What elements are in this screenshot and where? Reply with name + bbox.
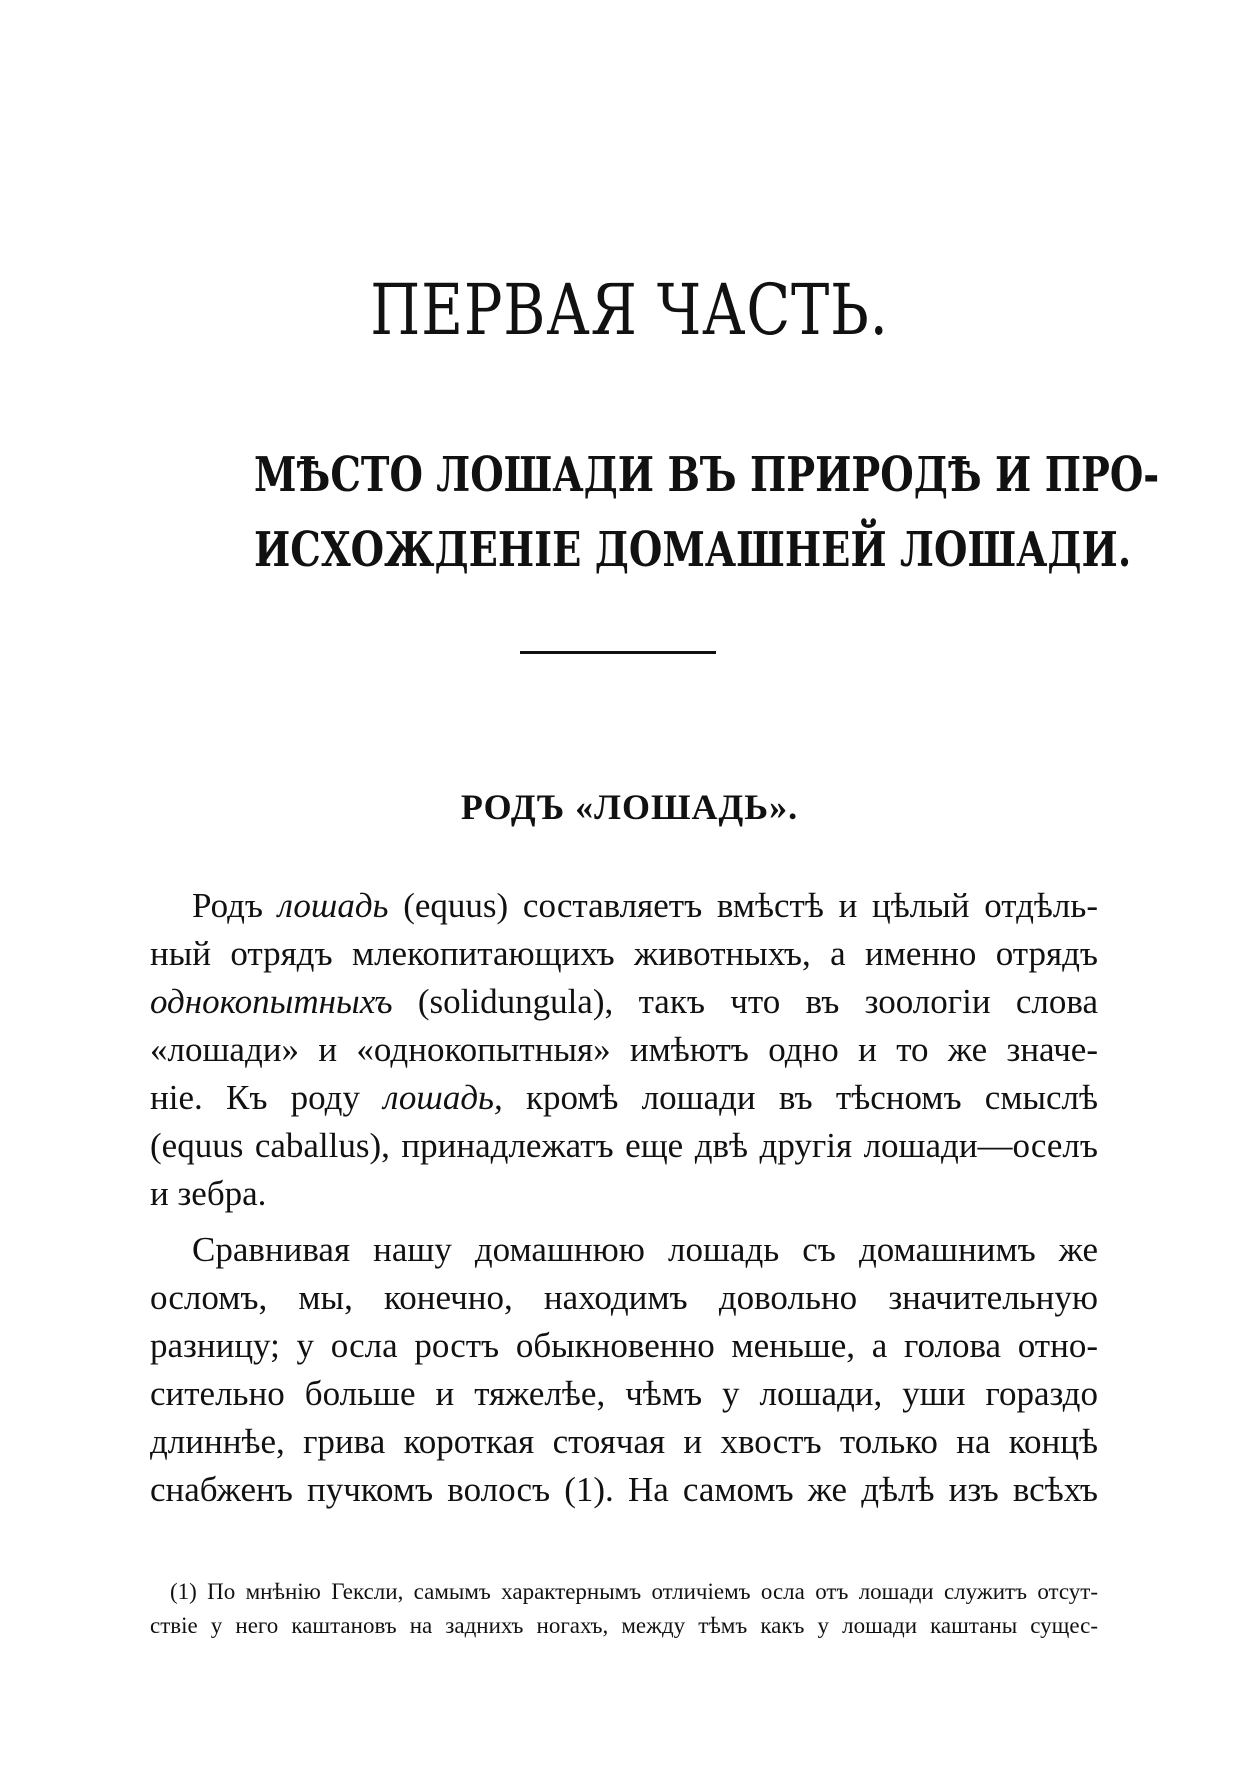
paragraph2-line-2: осломъ, мы, конечно, находимъ довольно значительную	[150, 1278, 1098, 1317]
subtitle-line-2: ИСХОЖДЕНІЕ ДОМАШНЕЙ ЛОШАДИ.	[254, 522, 1132, 578]
paragraph2-line-4: сительно больше и тяжелѣе, чѣмъ у лошади, уши гораздо	[150, 1374, 1098, 1413]
footnote-line-1: (1) По мнѣнію Гексли, самымъ характернымъ отличіемъ осла отъ лошади служитъ отсут-	[170, 1579, 1098, 1604]
subtitle-line-1: МѢСТО ЛОШАДИ ВЪ ПРИРОДѢ И ПРО-	[254, 447, 1160, 503]
paragraph1-line-6: (equus caballus), принадлежатъ еще двѣ другія лошади—оселъ	[150, 1126, 1098, 1165]
paragraph2-line-5: длиннѣе, грива короткая стоячая и хвостъ только на концѣ	[150, 1422, 1098, 1461]
paragraph2-line-6: снабженъ пучкомъ волосъ (1). На самомъ же дѣлѣ изъ всѣхъ	[150, 1470, 1098, 1509]
paragraph1-line-5: ніе. Къ роду лошадь, кромѣ лошади въ тѣсномъ смыслѣ	[150, 1078, 1098, 1117]
section-heading: РОДЪ «ЛОШАДЬ».	[460, 787, 799, 827]
chapter-subtitle	[160, 438, 1160, 588]
paragraph1-line-7: и зебра.	[150, 1174, 267, 1213]
paragraph-gap	[150, 1218, 1098, 1226]
part-title: ПЕРВАЯ ЧАСТЬ.	[370, 269, 889, 351]
footnote	[150, 1575, 1098, 1643]
body-text	[150, 882, 1098, 1514]
paragraph1-line-1: Родъ лошадь (equus) составляетъ вмѣстѣ и цѣлый отдѣль-	[192, 886, 1098, 925]
paragraph1-line-3: однокопытныхъ (solidungula), такъ что въ зоологіи слова	[150, 982, 1098, 1021]
paragraph2-line-1: Сравнивая нашу домашнюю лошадь съ домашнимъ же	[192, 1230, 1098, 1269]
paragraph1-line-2: ный отрядъ млекопитающихъ животныхъ, а именно отрядъ	[150, 934, 1098, 973]
decorative-rule	[520, 651, 716, 654]
paragraph1-line-4: «лошади» и «однокопытныя» имѣютъ одно и то же значе-	[150, 1030, 1098, 1069]
paragraph2-line-3: разницу; у осла ростъ обыкновенно меньше, а голова отно-	[150, 1326, 1098, 1365]
footnote-line-2: ствіе у него каштановъ на заднихъ ногахъ, между тѣмъ какъ у лошади каштаны сущес-	[150, 1613, 1098, 1638]
